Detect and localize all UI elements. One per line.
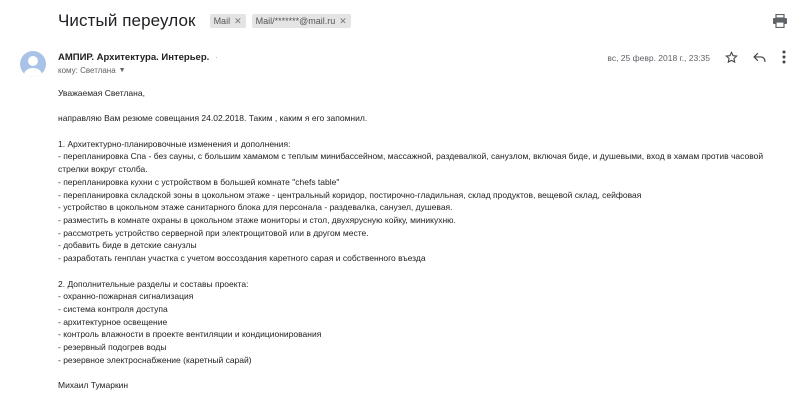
list-item: - резервный подогрев воды (58, 342, 167, 353)
message-body (58, 87, 788, 392)
section-title: 2. Дополнительные разделы и составы проекта: (58, 278, 249, 289)
section-title: 1. Архитектурно-планировочные изменения и дополнения: (58, 138, 291, 149)
sender-name[interactable]: АМПИР. Архитектура. Интерьер. (58, 52, 210, 63)
recipient-label: кому: Светлана (58, 66, 116, 75)
list-item: - разместить в комнате охраны в цокольном этаже мониторы и стол, двухярусную койку, миникухню. (58, 215, 456, 225)
list-item: - рассмотреть устройство серверной при электрощитовой или в другом месте. (58, 227, 369, 238)
spacer (58, 265, 788, 278)
signature: Михаил Тумаркин (58, 380, 129, 391)
sender-separator: · (215, 53, 218, 62)
list-item: - контроль влажности в проекте вентиляции и кондиционирования (58, 329, 322, 340)
email-subject: Чистый переулок (58, 11, 196, 30)
label-chip-mail-account[interactable] (252, 14, 351, 28)
close-icon[interactable]: ✕ (234, 16, 242, 26)
intro-text: направляю Вам резюме совещания 24.02.2018. Таким , каким я его запомнил. (58, 113, 368, 124)
person-icon (20, 51, 46, 77)
spacer (58, 100, 788, 113)
more-vertical-icon[interactable] (782, 50, 786, 64)
recipient-line[interactable] (58, 66, 126, 75)
label-chip-text: Mail/*******@mail.ru (255, 16, 336, 26)
greeting: Уважаемая Светлана, (58, 88, 145, 98)
list-item: - добавить биде в детские санузлы (58, 240, 197, 251)
list-item: - система контроля доступа (58, 303, 168, 314)
reply-icon[interactable] (753, 52, 766, 63)
close-icon[interactable]: ✕ (339, 16, 347, 26)
print-icon[interactable] (772, 14, 788, 28)
list-item: - архитектурное освещение (58, 316, 168, 327)
star-icon[interactable] (725, 51, 738, 64)
spacer (58, 125, 788, 138)
sender-line (58, 52, 218, 63)
subject-row (58, 11, 351, 31)
list-item: - устройство в цокольном этаже санитарного блока для персонала - раздевалка, санузел, душевая. (58, 202, 453, 213)
list-item: - перепланировка кухни с устройством в большей комнате "chefs table" (58, 176, 340, 187)
list-item: - перепланировка Спа - без сауны, с большим хамамом с теплым минибассейном, массажной, раздевалкой, санузлом, включая биде, и душевыми, вход в хамам против часовой стрелки вокруг столба. (58, 151, 764, 175)
label-chip-mail[interactable] (210, 14, 246, 28)
label-chip-text: Mail (213, 16, 231, 26)
list-item: - разработать генплан участка с учетом воссоздания каретного сарая и собственного въезда (58, 253, 426, 264)
spacer (58, 366, 788, 379)
chevron-down-icon[interactable]: ▼ (118, 67, 126, 74)
list-item: - перепланировка складской зоны в цокольном этаже - центральный коридор, постирочно-гладильная, склад продуктов, вещевой склад, сейфовая (58, 189, 642, 200)
message-date: вс, 25 февр. 2018 г., 23:35 (607, 53, 710, 63)
avatar[interactable] (20, 51, 46, 77)
list-item: - резервное электроснабжение (каретный сарай) (58, 354, 252, 365)
list-item: - охранно-пожарная сигнализация (58, 291, 194, 302)
